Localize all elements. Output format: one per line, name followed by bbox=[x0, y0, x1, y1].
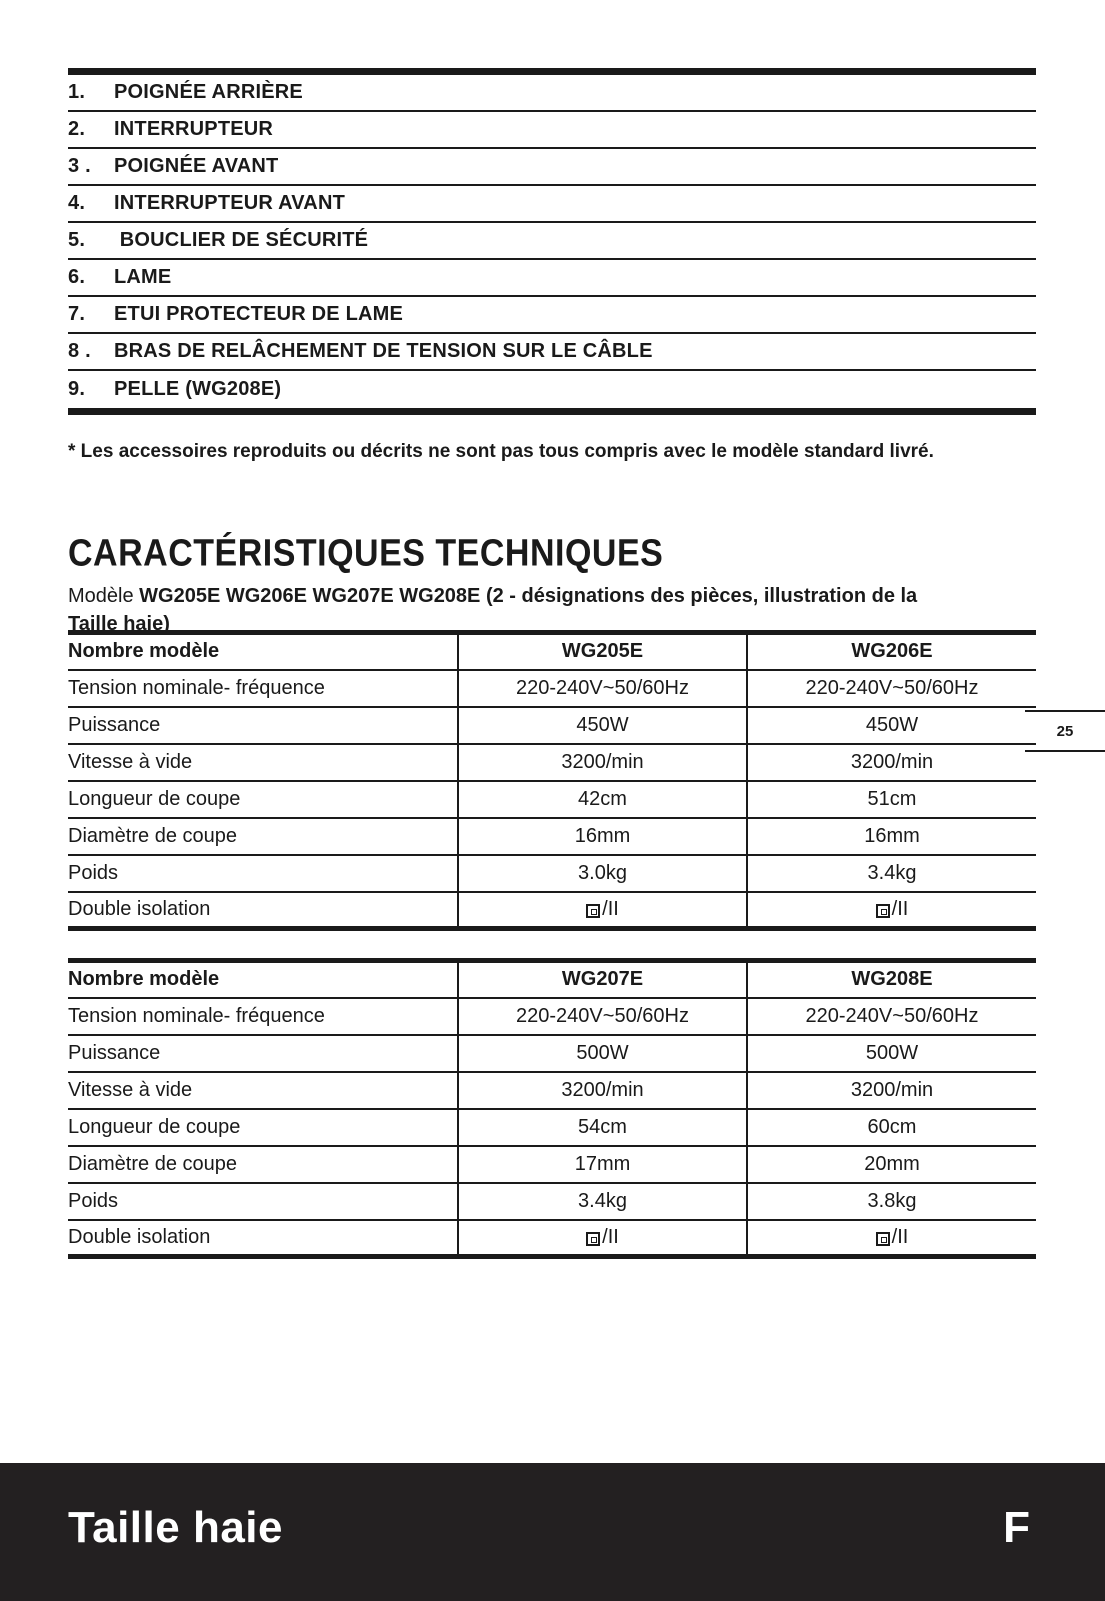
table-row bbox=[68, 1072, 1036, 1109]
row-value: 3.0kg bbox=[458, 855, 747, 892]
row-label: Diamètre de coupe bbox=[68, 1146, 458, 1183]
row-value: 16mm bbox=[458, 818, 747, 855]
model-prefix: Modèle bbox=[68, 585, 140, 607]
row-value bbox=[747, 1220, 1036, 1257]
row-value: 3200/min bbox=[458, 744, 747, 781]
footer-title: Taille haie bbox=[68, 1503, 283, 1552]
row-label: Puissance bbox=[68, 1035, 458, 1072]
header-label: Nombre modèle bbox=[68, 961, 458, 998]
part-label: POIGNÉE AVANT bbox=[114, 155, 279, 177]
header-model-2: WG206E bbox=[747, 633, 1036, 670]
part-number: 5. bbox=[68, 229, 86, 251]
row-value: 51cm bbox=[747, 781, 1036, 818]
list-item bbox=[68, 260, 1036, 297]
section-title: CARACTÉRISTIQUES TECHNIQUES bbox=[68, 532, 664, 575]
part-number: 2. bbox=[68, 118, 86, 140]
double-insulation-class: /II bbox=[602, 1225, 619, 1248]
row-value: 17mm bbox=[458, 1146, 747, 1183]
row-value: 3200/min bbox=[458, 1072, 747, 1109]
table-row bbox=[68, 781, 1036, 818]
table-row bbox=[68, 707, 1036, 744]
row-label: Poids bbox=[68, 855, 458, 892]
list-item bbox=[68, 223, 1036, 260]
row-value: 3.4kg bbox=[747, 855, 1036, 892]
list-item bbox=[68, 334, 1036, 371]
table-row bbox=[68, 1146, 1036, 1183]
spec-table-1 bbox=[68, 630, 1036, 931]
part-label: BRAS DE RELÂCHEMENT DE TENSION SUR LE CÂBLE bbox=[114, 340, 653, 362]
row-value: 16mm bbox=[747, 818, 1036, 855]
row-value: 220-240V~50/60Hz bbox=[458, 670, 747, 707]
row-value bbox=[458, 1220, 747, 1257]
row-label: Tension nominale- fréquence bbox=[68, 670, 458, 707]
row-label: Double isolation bbox=[68, 1225, 211, 1248]
spec-table-2 bbox=[68, 958, 1036, 1259]
row-label: Longueur de coupe bbox=[68, 1109, 458, 1146]
row-value: 3200/min bbox=[747, 744, 1036, 781]
part-label: INTERRUPTEUR AVANT bbox=[114, 192, 346, 214]
table-row bbox=[68, 855, 1036, 892]
part-label: POIGNÉE ARRIÈRE bbox=[114, 81, 303, 103]
list-item bbox=[68, 297, 1036, 334]
double-insulation-class: /II bbox=[602, 897, 619, 920]
row-label: Poids bbox=[68, 1183, 458, 1220]
row-value: 3.8kg bbox=[747, 1183, 1036, 1220]
double-insulation-icon bbox=[876, 904, 890, 918]
row-label: Tension nominale- fréquence bbox=[68, 998, 458, 1035]
table-header-row bbox=[68, 633, 1036, 670]
list-item bbox=[68, 149, 1036, 186]
table-row bbox=[68, 818, 1036, 855]
list-item bbox=[68, 75, 1036, 112]
table-row bbox=[68, 1220, 1036, 1257]
part-label: LAME bbox=[114, 266, 172, 288]
row-value: 60cm bbox=[747, 1109, 1036, 1146]
part-number: 8 . bbox=[68, 340, 91, 362]
row-value: 220-240V~50/60Hz bbox=[458, 998, 747, 1035]
table-row bbox=[68, 744, 1036, 781]
row-value bbox=[747, 892, 1036, 929]
row-value: 220-240V~50/60Hz bbox=[747, 998, 1036, 1035]
row-value: 220-240V~50/60Hz bbox=[747, 670, 1036, 707]
double-insulation-icon bbox=[586, 1232, 600, 1246]
row-value: 20mm bbox=[747, 1146, 1036, 1183]
row-label: Vitesse à vide bbox=[68, 744, 458, 781]
part-number: 7. bbox=[68, 303, 86, 325]
row-label: Diamètre de coupe bbox=[68, 818, 458, 855]
part-number: 4. bbox=[68, 192, 86, 214]
table-header-row bbox=[68, 961, 1036, 998]
part-number: 1. bbox=[68, 81, 86, 103]
model-list: WG205E WG206E WG207E WG208E (2 - désignations des pièces, illustration de la Taille haie) bbox=[68, 585, 918, 635]
header-model-2: WG208E bbox=[747, 961, 1036, 998]
list-item bbox=[68, 112, 1036, 149]
table-row bbox=[68, 1183, 1036, 1220]
row-value bbox=[458, 892, 747, 929]
list-item bbox=[68, 186, 1036, 223]
row-value: 54cm bbox=[458, 1109, 747, 1146]
row-label: Double isolation bbox=[68, 897, 211, 920]
list-item bbox=[68, 371, 1036, 408]
footer-bar bbox=[0, 1463, 1105, 1601]
row-value: 450W bbox=[747, 707, 1036, 744]
double-insulation-class: /II bbox=[891, 1225, 909, 1248]
row-value: 3.4kg bbox=[458, 1183, 747, 1220]
double-insulation-class: /II bbox=[891, 897, 909, 920]
header-label: Nombre modèle bbox=[68, 633, 458, 670]
row-value: 500W bbox=[458, 1035, 747, 1072]
part-number: 9. bbox=[68, 378, 86, 400]
part-label: ETUI PROTECTEUR DE LAME bbox=[114, 303, 404, 325]
page-number: 25 bbox=[1025, 710, 1105, 752]
row-value: 3200/min bbox=[747, 1072, 1036, 1109]
row-value: 42cm bbox=[458, 781, 747, 818]
header-model-1: WG207E bbox=[458, 961, 747, 998]
parts-list bbox=[68, 68, 1036, 415]
part-label: PELLE (WG208E) bbox=[114, 378, 282, 400]
table-row bbox=[68, 670, 1036, 707]
double-insulation-icon bbox=[586, 904, 600, 918]
accessories-note: * Les accessoires reproduits ou décrits ne sont pas tous compris avec le modèle standard livré. bbox=[68, 441, 934, 462]
part-number: 6. bbox=[68, 266, 86, 288]
header-model-1: WG205E bbox=[458, 633, 747, 670]
row-label: Vitesse à vide bbox=[68, 1072, 458, 1109]
double-insulation-icon bbox=[876, 1232, 890, 1246]
table-row bbox=[68, 1109, 1036, 1146]
table-row bbox=[68, 1035, 1036, 1072]
part-label: BOUCLIER DE SÉCURITÉ bbox=[114, 229, 369, 251]
part-number: 3 . bbox=[68, 155, 91, 177]
table-row bbox=[68, 998, 1036, 1035]
row-value: 450W bbox=[458, 707, 747, 744]
row-label: Longueur de coupe bbox=[68, 781, 458, 818]
row-label: Puissance bbox=[68, 707, 458, 744]
language-indicator: F bbox=[1003, 1503, 1030, 1552]
row-value: 500W bbox=[747, 1035, 1036, 1072]
part-label: INTERRUPTEUR bbox=[114, 118, 274, 140]
table-row bbox=[68, 892, 1036, 929]
